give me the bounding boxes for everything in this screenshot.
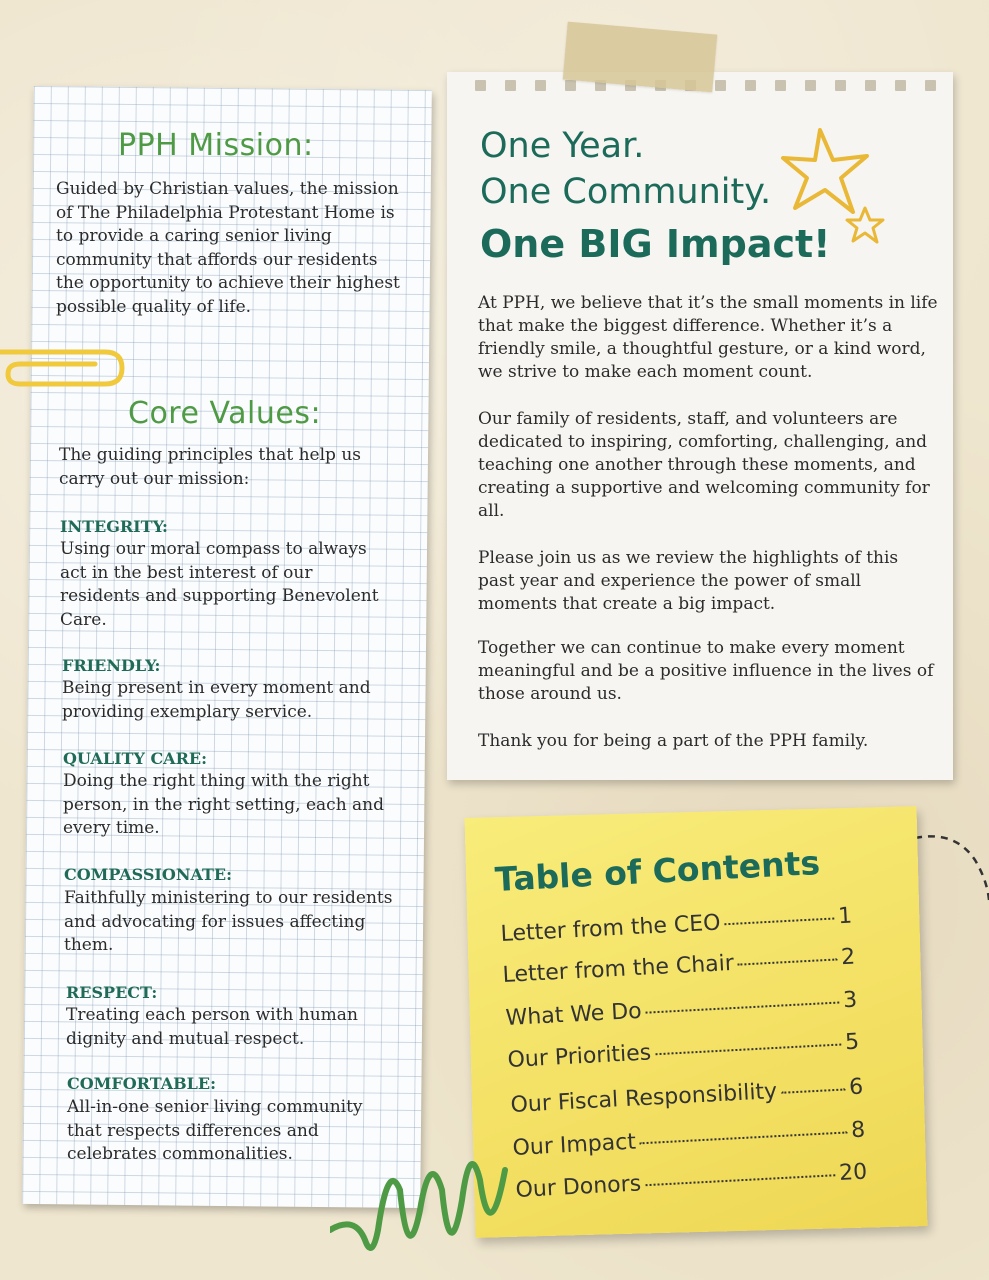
dashed-line-decoration	[915, 820, 989, 910]
squiggle-decoration	[330, 1130, 510, 1280]
toc-item-label: Our Priorities	[507, 1040, 652, 1073]
value-quality-care-desc: Doing the right thing with the right person, in the right setting, each and every time.	[63, 771, 385, 838]
toc-item-label: Letter from the Chair	[502, 950, 735, 988]
letter-paragraph-1: At PPH, we believe that it’s the small moments in life that make the biggest difference. Whether it’s a friendly smile, a thoughtful gesture, or a kind word, we strive to make each moment count.	[478, 293, 938, 382]
value-integrity-head: INTEGRITY:	[60, 517, 168, 536]
toc-item-label: Letter from the CEO	[500, 910, 722, 947]
value-integrity-desc: Using our moral compass to always act in the best interest of our residents and supporting Benevolent Care.	[60, 539, 379, 630]
toc-item-page: 3	[842, 987, 858, 1014]
headline-one-community: One Community.	[480, 172, 772, 212]
core-values-title: Core Values:	[128, 396, 322, 431]
letter-paragraph-4: Together we can continue to make every moment meaningful and be a positive influence in the lives of those around us.	[478, 638, 934, 704]
toc-item-page: 5	[844, 1029, 860, 1056]
value-friendly-desc: Being present in every moment and providing exemplary service.	[62, 678, 371, 722]
toc-leader-dots	[655, 1044, 841, 1056]
toc-item-label: Our Impact	[512, 1129, 637, 1161]
value-respect-head: RESPECT:	[66, 983, 158, 1002]
toc-item-page: 8	[850, 1117, 866, 1144]
value-compassionate-desc: Faithfully ministering to our residents and advocating for issues affecting them.	[64, 888, 393, 955]
toc-item-page: 2	[840, 944, 856, 971]
toc-item-label: Our Donors	[515, 1171, 642, 1203]
mission-title: PPH Mission:	[118, 128, 314, 163]
toc-item-label: What We Do	[505, 998, 643, 1031]
toc-leader-dots	[738, 958, 837, 965]
toc-item-page: 20	[838, 1159, 868, 1187]
headline-big-impact: One BIG Impact!	[480, 222, 831, 266]
toc-leader-dots	[646, 1002, 840, 1014]
letter-paragraph-5: Thank you for being a part of the PPH family.	[478, 731, 869, 751]
value-respect-desc: Treating each person with human dignity and mutual respect.	[66, 1005, 358, 1049]
stars-icon	[775, 120, 895, 250]
value-comfortable-desc: All-in-one senior living community that respects differences and celebrates commonalities.	[67, 1097, 363, 1164]
toc-leader-dots	[640, 1131, 847, 1144]
letter-paragraph-2: Our family of residents, staff, and volunteers are dedicated to inspiring, comforting, challenging, and teaching one another through these moments, and creating a supportive and welcoming community for all.	[478, 409, 930, 521]
mission-text: Guided by Christian values, the mission of The Philadelphia Protestant Home is to provide a caring senior living community that affords our residents the opportunity to achieve their highest possible quality of life.	[56, 179, 400, 317]
toc-item-page: 6	[848, 1074, 864, 1101]
paperclip-icon	[0, 340, 130, 400]
letter-paragraph-3: Please join us as we review the highlights of this past year and experience the power of small moments that create a big impact.	[478, 548, 899, 614]
value-friendly-head: FRIENDLY:	[62, 656, 161, 675]
toc-item-page: 1	[837, 903, 853, 930]
value-quality-care-head: QUALITY CARE:	[63, 749, 207, 768]
toc-title: Table of Contents	[494, 842, 821, 899]
toc-item-label: Our Fiscal Responsibility	[510, 1079, 778, 1118]
headline-one-year: One Year.	[480, 126, 645, 166]
toc-leader-dots	[781, 1088, 845, 1093]
toc-leader-dots	[724, 918, 834, 926]
toc-leader-dots	[645, 1174, 835, 1186]
value-compassionate-head: COMPASSIONATE:	[64, 865, 233, 884]
value-comfortable-head: COMFORTABLE:	[67, 1074, 217, 1093]
core-values-intro: The guiding principles that help us carry out our mission:	[59, 445, 361, 489]
